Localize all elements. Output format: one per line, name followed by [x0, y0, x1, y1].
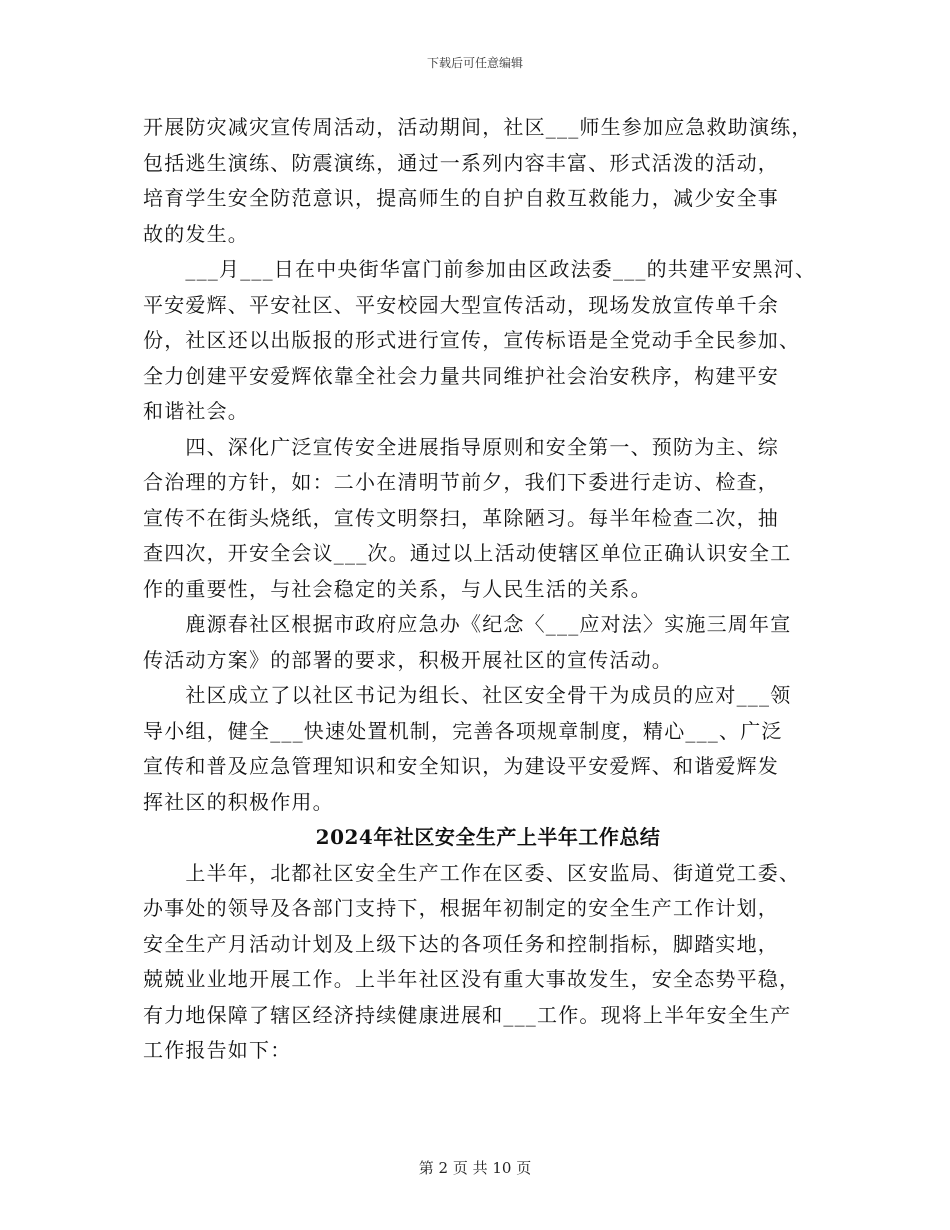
paragraph-line: 安全生产月活动计划及上级下达的各项任务和控制指标，脚踏实地， — [143, 931, 779, 956]
paragraph-line: 兢兢业业地开展工作。上半年社区没有重大事故发生，安全态势平稳， — [143, 967, 801, 991]
paragraph-line: 培育学生安全防范意识，提高师生的自护自救互救能力，减少安全事 — [143, 186, 779, 210]
paragraph-line: 宣传和普及应急管理知识和安全知识，为建设平安爱辉、和谐爱辉发 — [143, 754, 779, 778]
section-paragraph-list — [143, 856, 833, 1069]
paragraph-line: 平安爱辉、平安社区、平安校园大型宣传活动，现场发放宣传单千余 — [143, 292, 779, 317]
paragraph-line: 查四次，开安全会议___次。通过以上活动使辖区单位正确认识安全工 — [143, 541, 792, 565]
paragraph-line: 包括逃生演练、防震演练，通过一系列内容丰富、形式活泼的活动， — [143, 150, 779, 175]
document-body — [143, 110, 833, 1069]
paragraph-line: 开展防灾减灾宣传周活动，活动期间，社区___师生参加应急救助演练， — [143, 115, 813, 139]
paragraph — [143, 607, 833, 678]
paragraph — [143, 110, 833, 252]
paragraph-line: 合治理的方针，如：二小在清明节前夕，我们下委进行走访、检查， — [143, 470, 779, 494]
paragraph-line: 有力地保障了辖区经济持续健康进展和___工作。现将上半年安全生产 — [143, 1002, 792, 1027]
page-footer: 第 2 页 共 10 页 — [418, 1159, 532, 1177]
paragraph-line: 传活动方案》的部署的要求，积极开展社区的宣传活动。 — [143, 647, 673, 672]
paragraph-line: 故的发生。 — [143, 221, 249, 246]
paragraph-line: 上半年，北都社区安全生产工作在区委、区安监局、街道党工委、 — [143, 860, 801, 885]
paragraph-line: ___月___日在中央街华富门前参加由区政法委___的共建平安黑河、 — [143, 257, 817, 281]
paragraph-line: 四、深化广泛宣传安全进展指导原则和安全第一、预防为主、综 — [143, 434, 779, 459]
paragraph-line: 作的重要性，与社会稳定的关系，与人民生活的关系。 — [143, 576, 652, 601]
paragraph-line: 导小组，健全___快速处置机制，完善各项规章制度，精心___、广泛 — [143, 718, 783, 743]
paragraph-line: 和谐社会。 — [143, 399, 249, 423]
paragraph-line: 份，社区还以出版报的形式进行宣传，宣传标语是全党动手全民参加、 — [143, 328, 801, 352]
section-title: 2024年社区安全生产上半年工作总结 — [315, 825, 661, 849]
paragraph-list — [143, 110, 833, 820]
paragraph-line: 宣传不在街头烧纸，宣传文明祭扫，革除陋习。每半年检查二次，抽 — [143, 505, 779, 530]
paragraph-line: 办事处的领导及各部门支持下，根据年初制定的安全生产工作计划， — [143, 896, 779, 920]
paragraph-line: 工作报告如下： — [143, 1038, 292, 1062]
paragraph — [143, 856, 833, 1069]
paragraph — [143, 252, 833, 430]
page-header: 下载后可任意编辑 — [426, 56, 523, 70]
paragraph — [143, 430, 833, 608]
paragraph — [143, 678, 833, 820]
paragraph-line: 全力创建平安爱辉依靠全社会力量共同维护社会治安秩序，构建平安 — [143, 363, 779, 388]
paragraph-line: 挥社区的积极作用。 — [143, 789, 334, 814]
paragraph-line: 社区成立了以社区书记为组长、社区安全骨干为成员的应对___领 — [143, 683, 792, 707]
paragraph-line: 鹿源春社区根据市政府应急办《纪念〈___应对法〉实施三周年宣 — [143, 612, 792, 636]
